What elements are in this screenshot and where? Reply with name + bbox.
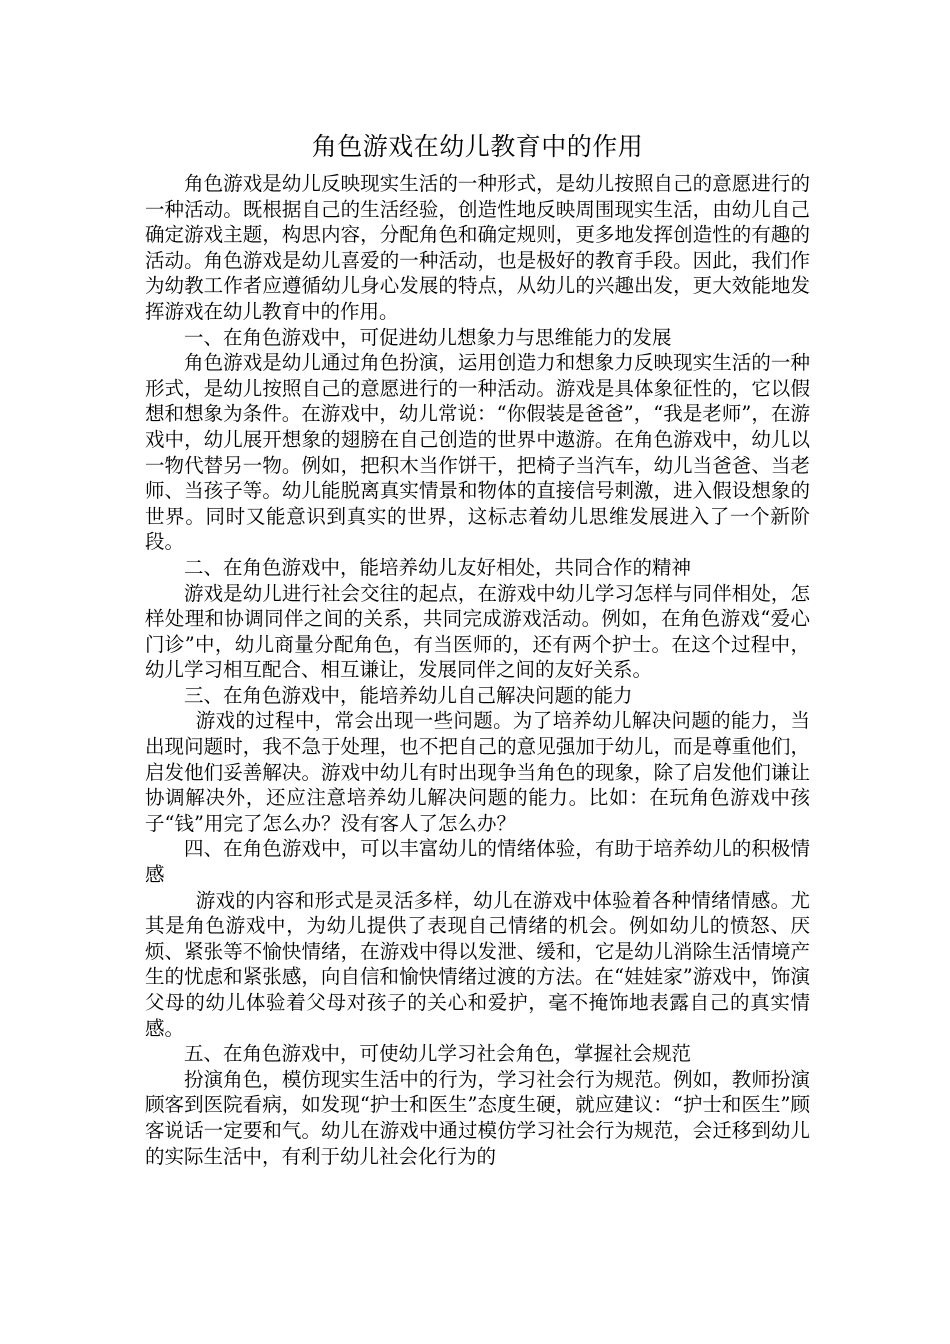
section-heading-3: 三、在角色游戏中，能培养幼儿自己解决问题的能力 (184, 683, 633, 707)
section-body-4: 游戏的内容和形式是灵活多样，幼儿在游戏中体验着各种情绪情感。尤其是角色游戏中，为幼儿提供了表现自己情绪的机会。例如幼儿的愤怒、厌烦、紧张等不愉快情绪，在游戏中得以发泄、缓和，它是幼儿消除生活情境产生的忧虑和紧张感，向自信和愉快情绪过渡的方法。在“娃娃家”游戏中，饰演父母的幼儿体验着父母对孩子的关心和爱护，毫不掩饰地表露自己的真实情感。 (145, 888, 810, 1040)
section-heading-2: 二、在角色游戏中，能培养幼儿友好相处，共同合作的精神 (184, 555, 692, 579)
section-body-3: 游戏的过程中，常会出现一些问题。为了培养幼儿解决问题的能力，当出现问题时，我不急于处理，也不把自己的意见强加于幼儿，而是尊重他们，启发他们妥善解决。游戏中幼儿有时出现争当角色的现象，除了启发他们谦让协调解决外，还应注意培养幼儿解决问题的能力。比如：在玩角色游戏中孩子“钱”用完了怎么办？没有客人了怎么办？ (145, 709, 810, 835)
section-body-5: 扮演角色，模仿现实生活中的行为，学习社会行为规范。例如，教师扮演顾客到医院看病，如发现“护士和医生”态度生硬，就应建议：“护士和医生”顾客说话一定要和气。幼儿在游戏中通过模仿学习社会行为规范，会迁移到幼儿的实际生活中，有利于幼儿社会化行为的 (145, 1067, 810, 1168)
section-heading-4: 四、在角色游戏中，可以丰富幼儿的情绪体验，有助于培养幼儿的积极情感 (145, 837, 810, 887)
section-heading-5: 五、在角色游戏中，可使幼儿学习社会角色，掌握社会规范 (184, 1042, 692, 1066)
section-heading-1: 一、在角色游戏中，可促进幼儿想象力与思维能力的发展 (184, 325, 672, 349)
document-body (145, 127, 810, 1169)
section-body-2: 游戏是幼儿进行社会交往的起点，在游戏中幼儿学习怎样与同伴相处，怎样处理和协调同伴之间的关系，共同完成游戏活动。例如，在角色游戏“爱心门诊”中，幼儿商量分配角色，有当医师的，还有两个护士。在这个过程中，幼儿学习相互配合、相互谦让，发展同伴之间的友好关系。 (145, 581, 810, 682)
section-body-1: 角色游戏是幼儿通过角色扮演，运用创造力和想象力反映现实生活的一种形式，是幼儿按照自己的意愿进行的一种活动。游戏是具体象征性的，它以假想和想象为条件。在游戏中，幼儿常说：“你假装是爸爸”，“我是老师”，在游戏中，幼儿展开想象的翅膀在自己创造的世界中遨游。在角色游戏中，幼儿以一物代替另一物。例如，把积木当作饼干，把椅子当汽车，幼儿当爸爸、当老师、当孩子等。幼儿能脱离真实情景和物体的直接信号刺激，进入假设想象的世界。同时又能意识到真实的世界，这标志着幼儿思维发展进入了一个新阶段。 (145, 351, 810, 554)
document-title: 角色游戏在幼儿教育中的作用 (311, 132, 644, 161)
intro-paragraph: 角色游戏是幼儿反映现实生活的一种形式，是幼儿按照自己的意愿进行的一种活动。既根据自己的生活经验，创造性地反映周围现实生活，由幼儿自己确定游戏主题，构思内容，分配角色和确定规则，更多地发挥创造性的有趣的活动。角色游戏是幼儿喜爱的一种活动，也是极好的教育手段。因此，我们作为幼教工作者应遵循幼儿身心发展的特点，从幼儿的兴趣出发，更大效能地发挥游戏在幼儿教育中的作用。 (145, 172, 810, 323)
